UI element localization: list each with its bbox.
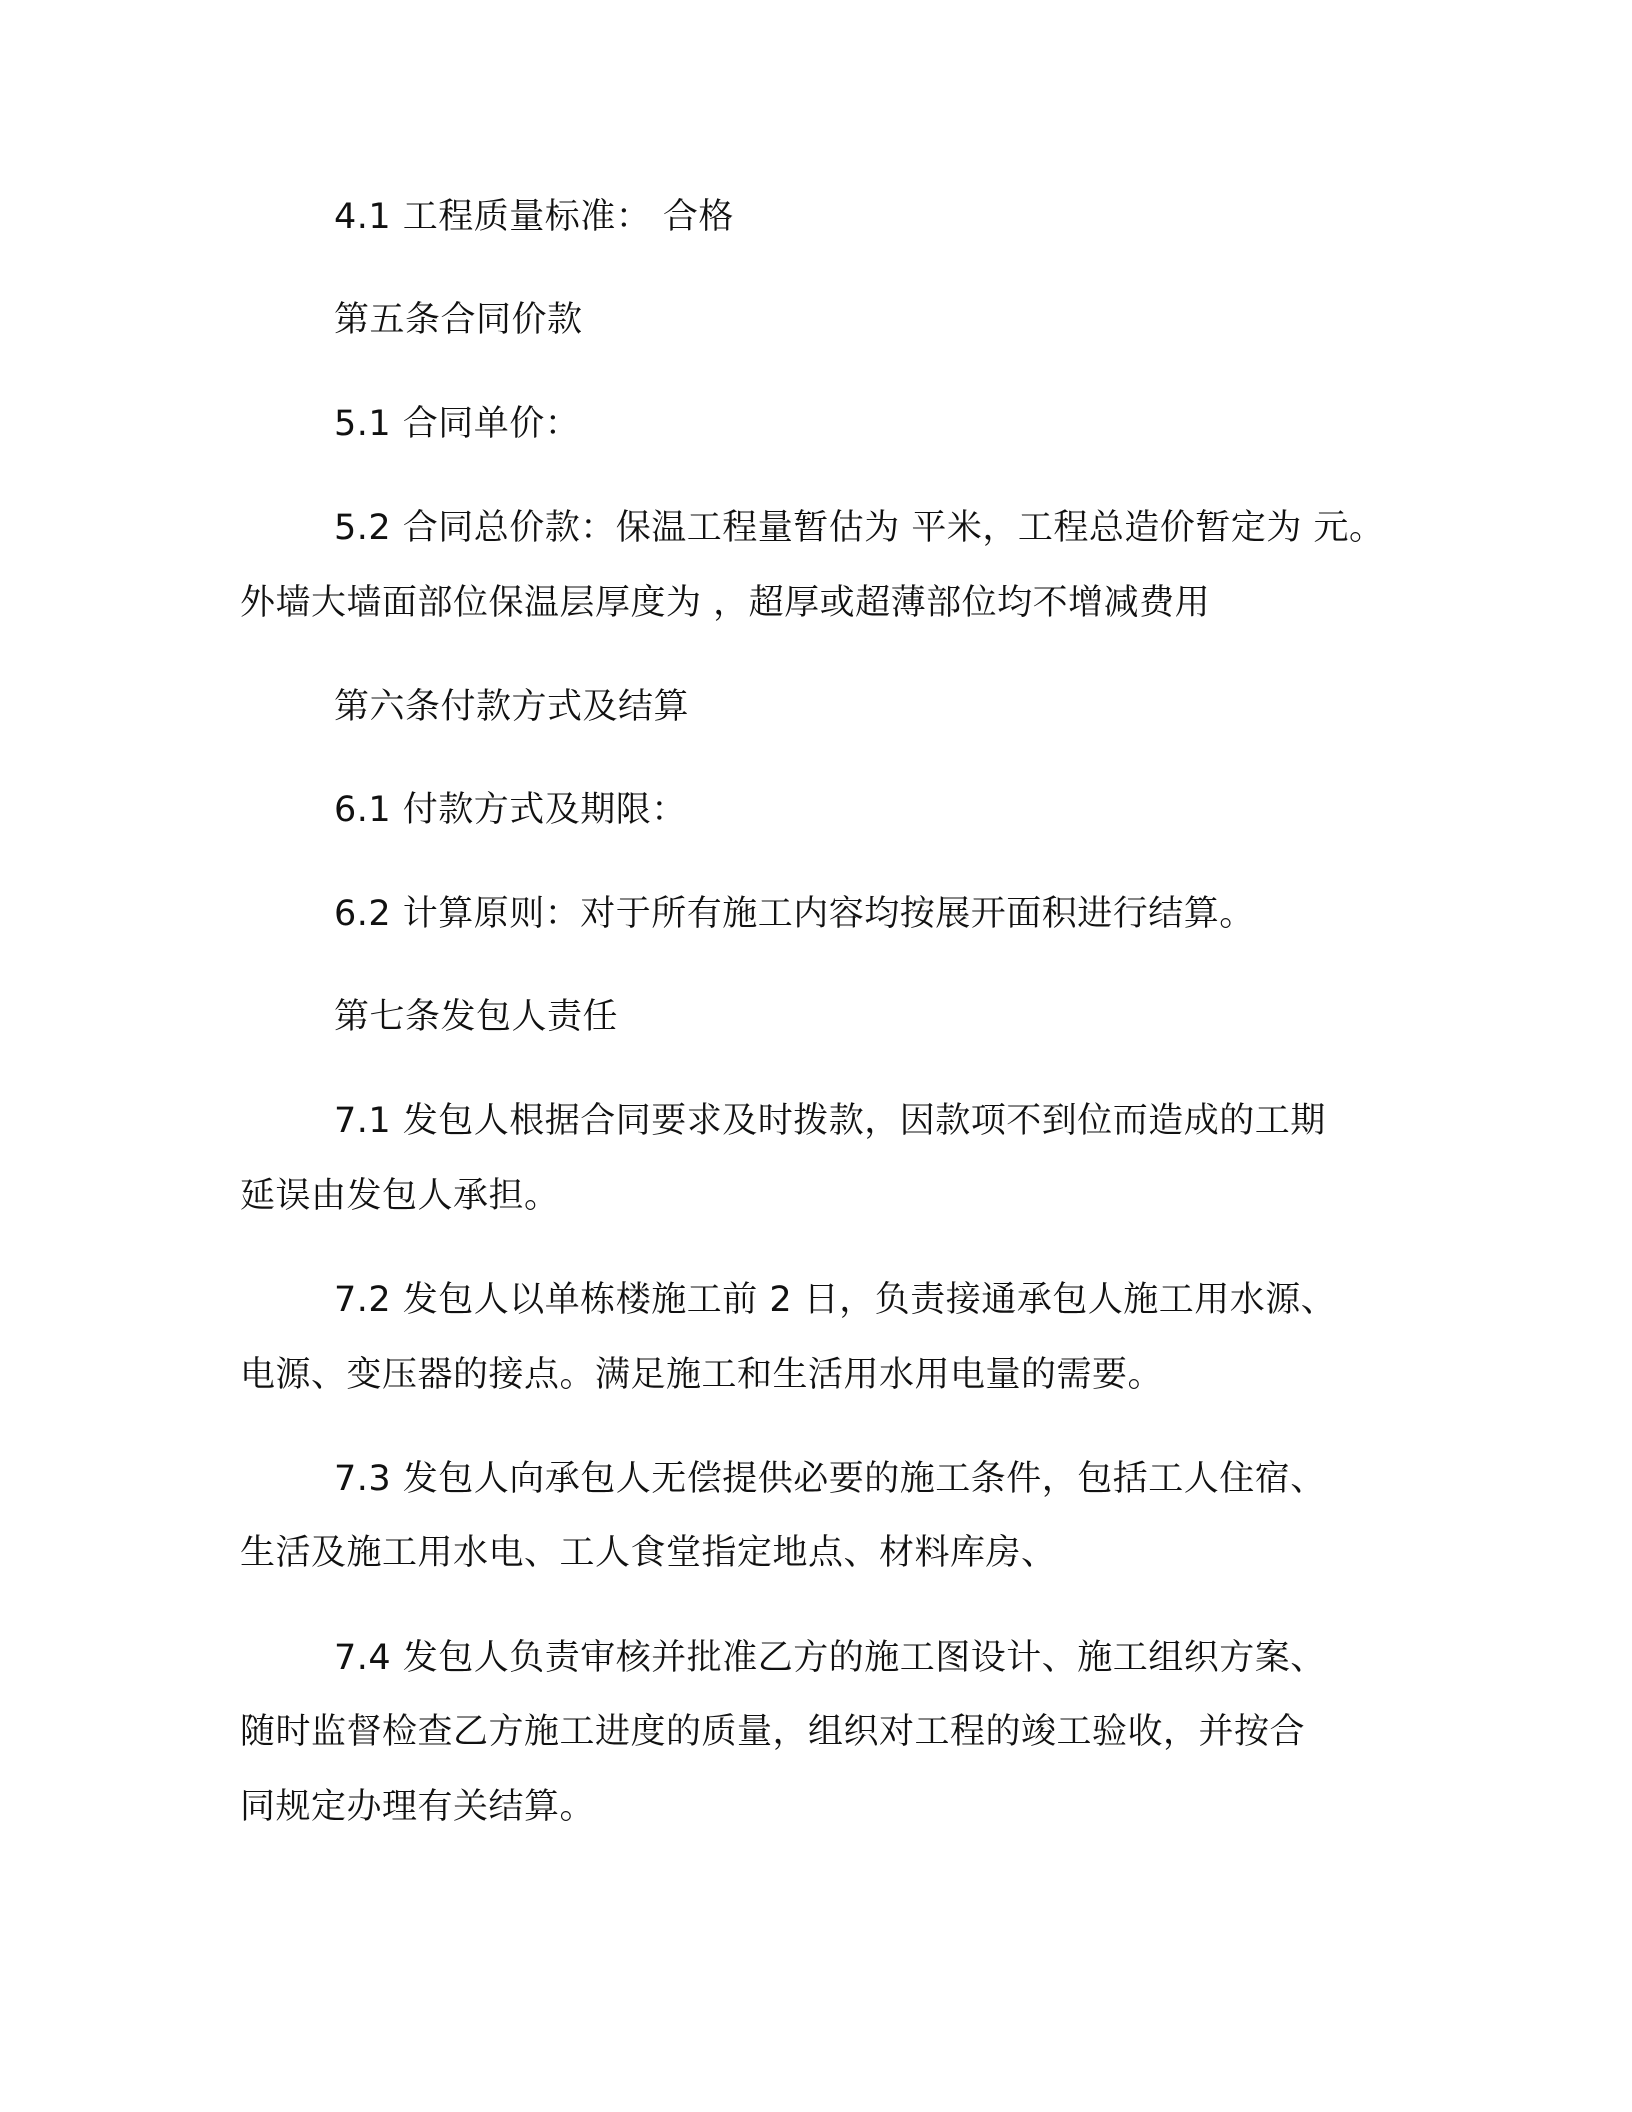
clause-5-1: 5.1 合同单价： — [334, 404, 581, 444]
article-7-heading: 第七条发包人责任 — [334, 997, 619, 1037]
clause-7-1-line-1: 7.1 发包人根据合同要求及时拨款，因款项不到位而造成的工期 — [334, 1101, 1326, 1141]
clause-7-4-line-3: 同规定办理有关结算。 — [240, 1787, 596, 1827]
clause-5-2-line-1: 5.2 合同总价款：保温工程量暂估为 平米，工程总造价暂定为 元。 — [334, 508, 1385, 548]
clause-6-1: 6.1 付款方式及期限： — [334, 790, 687, 830]
clause-7-4-line-2: 随时监督检查乙方施工进度的质量，组织对工程的竣工验收，并按合 — [240, 1712, 1306, 1752]
clause-4-1: 4.1 工程质量标准： 合格 — [334, 197, 734, 237]
article-6-heading: 第六条付款方式及结算 — [334, 687, 690, 727]
clause-7-3-line-2: 生活及施工用水电、工人食堂指定地点、材料库房、 — [240, 1533, 1057, 1573]
clause-7-1-line-2: 延误由发包人承担。 — [240, 1176, 560, 1216]
article-5-heading: 第五条合同价款 — [334, 300, 583, 340]
clause-5-2-line-2: 外墙大墙面部位保温层厚度为 ，超厚或超薄部位均不增减费用 — [240, 583, 1211, 623]
clause-7-2-line-2: 电源、变压器的接点。满足施工和生活用水用电量的需要。 — [240, 1355, 1164, 1395]
clause-7-2-line-1: 7.2 发包人以单栋楼施工前 2 日，负责接通承包人施工用水源、 — [334, 1280, 1337, 1320]
clause-7-4-line-1: 7.4 发包人负责审核并批准乙方的施工图设计、施工组织方案、 — [334, 1638, 1326, 1678]
clause-7-3-line-1: 7.3 发包人向承包人无偿提供必要的施工条件，包括工人住宿、 — [334, 1459, 1326, 1499]
clause-6-2: 6.2 计算原则：对于所有施工内容均按展开面积进行结算。 — [334, 894, 1255, 934]
